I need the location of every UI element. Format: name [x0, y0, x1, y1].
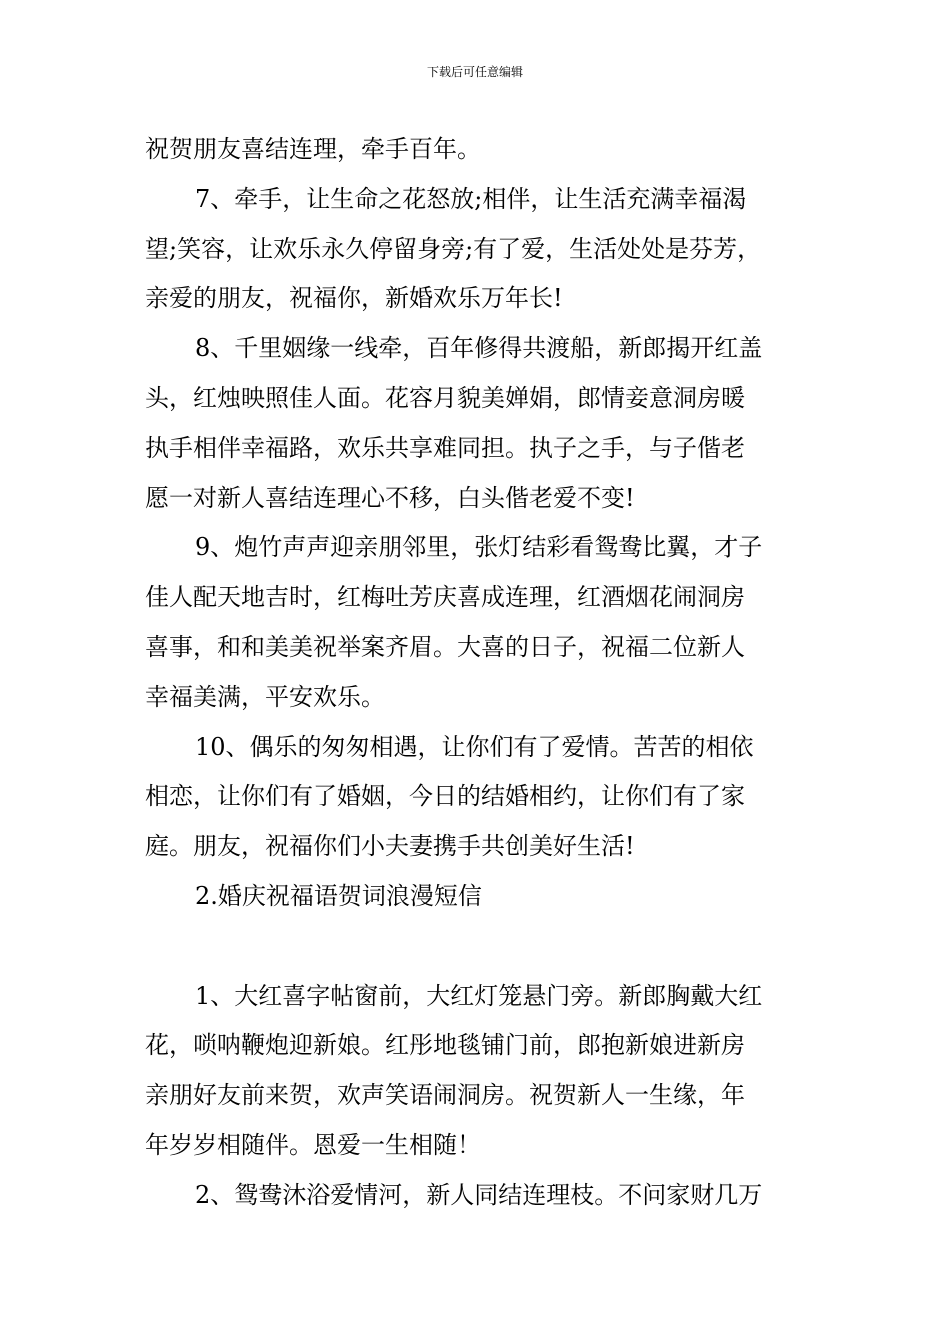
paragraph-line: 2.婚庆祝福语贺词浪漫短信	[195, 881, 482, 910]
paragraph-line: 2、鸳鸯沐浴爱情河，新人同结连理枝。不问家财几万	[195, 1180, 763, 1209]
paragraph-line: 年岁岁相随伴。恩爱一生相随！	[145, 1130, 481, 1159]
paragraph-line: 祝贺朋友喜结连理，牵手百年。	[145, 135, 481, 163]
paragraph-line: 幸福美满，平安欢乐。	[145, 682, 385, 711]
paragraph-line: 亲朋好友前来贺，欢声笑语闹洞房。祝贺新人一生缘，年	[145, 1081, 745, 1110]
paragraph-line: 愿一对新人喜结连理心不移，白头偕老爱不变!	[145, 483, 635, 512]
blank-line	[145, 922, 815, 972]
paragraph-line: 望;笑容，让欢乐永久停留身旁;有了爱，生活处处是芬芳，	[145, 234, 762, 263]
paragraph-line: 7、牵手，让生命之花怒放;相伴，让生活充满幸福渴	[195, 184, 747, 213]
paragraph-line: 8、千里姻缘一线牵，百年修得共渡船，新郎揭开红盖	[195, 334, 763, 363]
paragraph-line: 9、炮竹声声迎亲朋邻里，张灯结彩看鸳鸯比翼，才子	[195, 533, 763, 562]
paragraph-line: 花，唢呐鞭炮迎新娘。红彤地毯铺门前，郎抱新娘进新房	[145, 1031, 745, 1060]
document-body	[145, 125, 815, 1221]
paragraph-line: 1、大红喜字帖窗前，大红灯笼悬门旁。新郎胸戴大红	[195, 981, 763, 1010]
paragraph-line: 亲爱的朋友，祝福你，新婚欢乐万年长!	[145, 284, 563, 313]
paragraph-line: 庭。朋友，祝福你们小夫妻携手共创美好生活!	[145, 832, 635, 861]
paragraph-line: 喜事，和和美美祝举案齐眉。大喜的日子，祝福二位新人	[145, 632, 745, 661]
paragraph-line: 相恋，让你们有了婚姻，今日的结婚相约，让你们有了家	[145, 782, 745, 811]
paragraph-line: 执手相伴幸福路，欢乐共享难同担。执子之手，与子偕老	[145, 433, 745, 462]
page-header: 下载后可任意编辑	[426, 65, 523, 79]
paragraph-line: 头，红烛映照佳人面。花容月貌美婵娟，郎情妾意洞房暖	[145, 383, 745, 412]
paragraph-line: 佳人配天地吉时，红梅吐芳庆喜成连理，红酒烟花闹洞房	[145, 583, 745, 612]
paragraph-line: 10、偶乐的匆匆相遇，让你们有了爱情。苦苦的相依	[195, 732, 754, 761]
